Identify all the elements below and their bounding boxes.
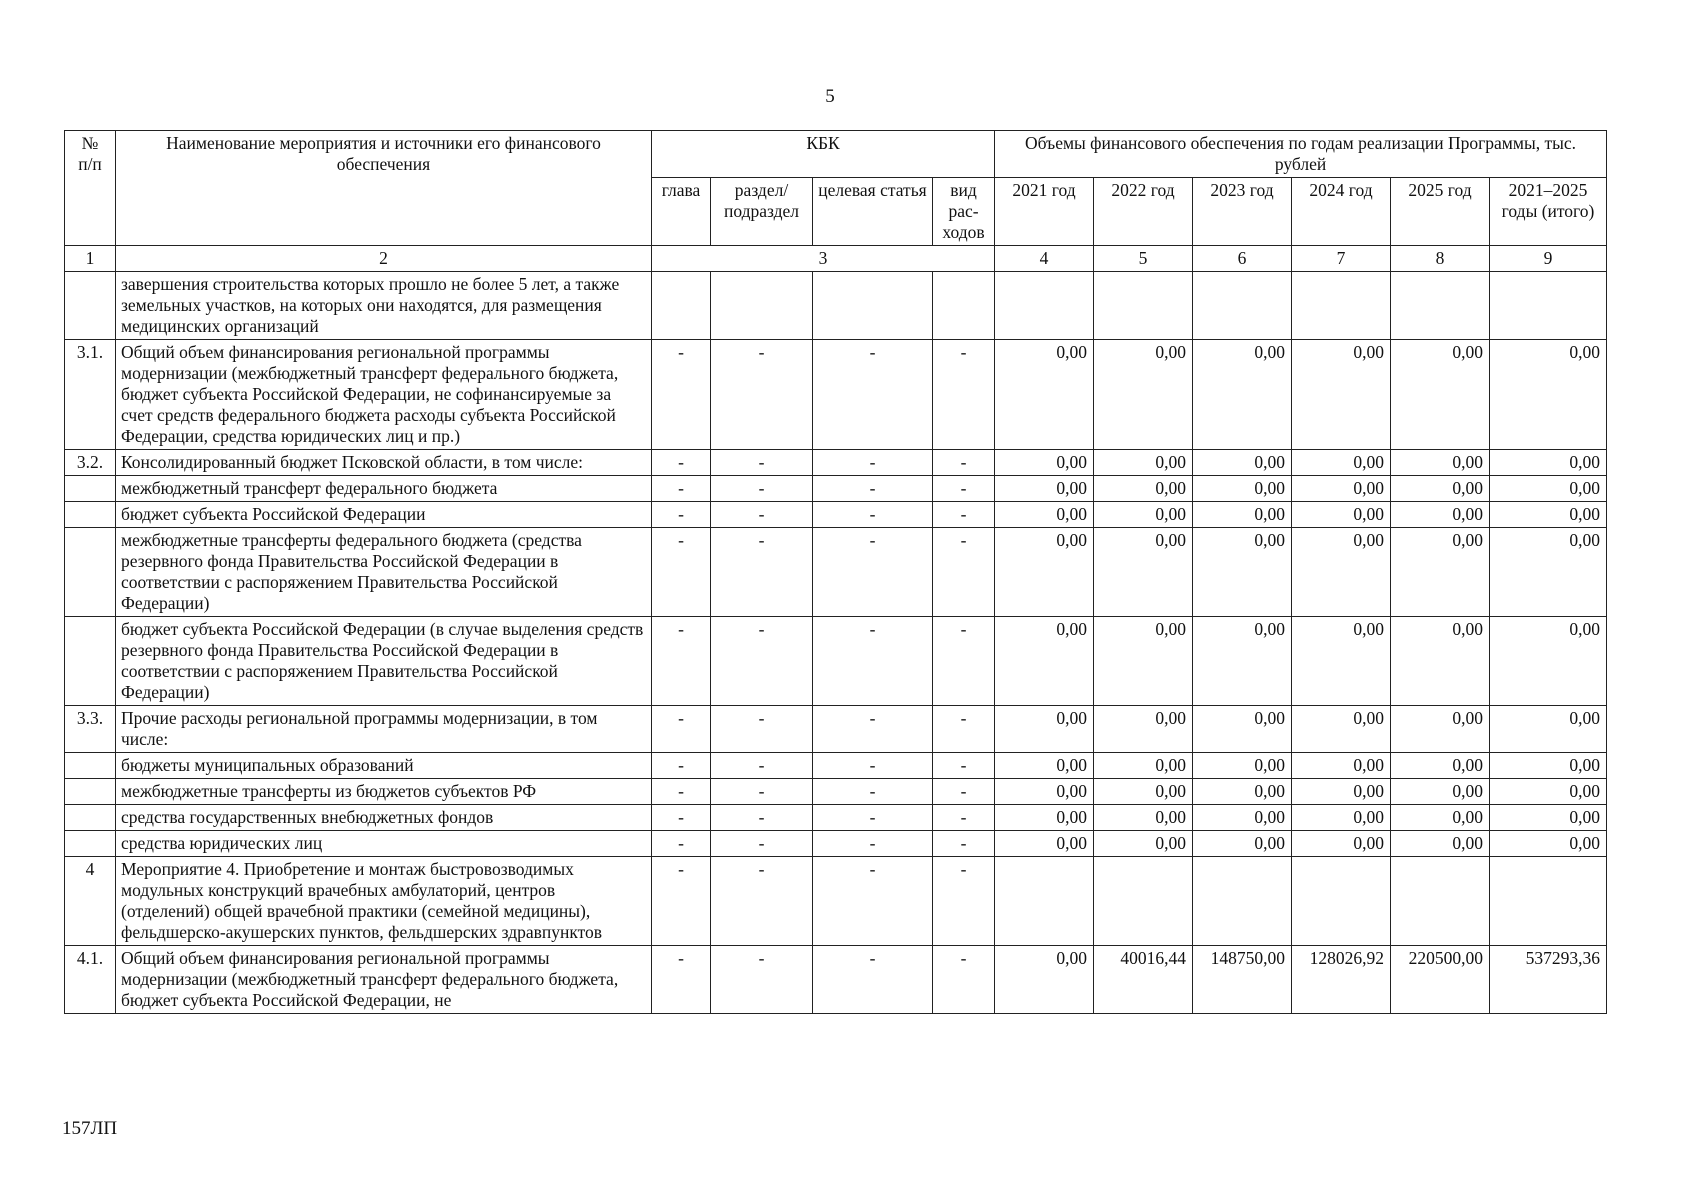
header-2024: 2024 год xyxy=(1292,178,1391,246)
index-8: 8 xyxy=(1391,246,1490,272)
value-cell: 0,00 xyxy=(1193,706,1292,753)
value-cell: 0,00 xyxy=(1193,502,1292,528)
header-name: Наименование мероприятия и источники его финансового обеспечения xyxy=(116,131,652,246)
kbk-cell: - xyxy=(711,857,813,946)
kbk-cell: - xyxy=(933,805,995,831)
value-cell: 0,00 xyxy=(1292,753,1391,779)
table-row xyxy=(65,706,1607,753)
row-name: межбюджетные трансферты федерального бюджета (средства резервного фонда Правительства Российской Федерации в соответствии с распоряжением Правительства Российской Федерации) xyxy=(116,528,652,617)
row-name: межбюджетный трансферт федерального бюджета xyxy=(116,476,652,502)
row-number: 3.3. xyxy=(65,706,116,753)
kbk-cell: - xyxy=(813,502,933,528)
header-2025: 2025 год xyxy=(1391,178,1490,246)
value-cell xyxy=(1094,272,1193,340)
value-cell: 0,00 xyxy=(1094,805,1193,831)
kbk-cell: - xyxy=(933,946,995,1014)
header-2021: 2021 год xyxy=(995,178,1094,246)
row-name: Консолидированный бюджет Псковской области, в том числе: xyxy=(116,450,652,476)
kbk-cell: - xyxy=(652,753,711,779)
value-cell: 220500,00 xyxy=(1391,946,1490,1014)
header-glava: глава xyxy=(652,178,711,246)
row-number: 3.2. xyxy=(65,450,116,476)
value-cell xyxy=(1193,857,1292,946)
row-number xyxy=(65,272,116,340)
kbk-cell: - xyxy=(933,706,995,753)
value-cell: 0,00 xyxy=(1193,528,1292,617)
index-7: 7 xyxy=(1292,246,1391,272)
kbk-cell: - xyxy=(711,528,813,617)
value-cell: 0,00 xyxy=(1490,502,1607,528)
value-cell: 0,00 xyxy=(1094,831,1193,857)
page-number: 5 xyxy=(825,86,835,107)
value-cell xyxy=(1094,857,1193,946)
kbk-cell: - xyxy=(711,617,813,706)
value-cell: 0,00 xyxy=(995,450,1094,476)
value-cell: 0,00 xyxy=(995,476,1094,502)
value-cell xyxy=(1391,857,1490,946)
table-row xyxy=(65,805,1607,831)
value-cell: 0,00 xyxy=(1391,476,1490,502)
header-statya: целевая статья xyxy=(813,178,933,246)
table-row xyxy=(65,857,1607,946)
row-name: бюджеты муниципальных образований xyxy=(116,753,652,779)
kbk-cell: - xyxy=(813,805,933,831)
kbk-cell: - xyxy=(813,753,933,779)
value-cell: 0,00 xyxy=(1490,831,1607,857)
kbk-cell: - xyxy=(933,476,995,502)
value-cell: 0,00 xyxy=(1391,753,1490,779)
value-cell: 0,00 xyxy=(1391,805,1490,831)
value-cell xyxy=(1292,272,1391,340)
kbk-cell: - xyxy=(652,857,711,946)
row-number: 3.1. xyxy=(65,340,116,450)
kbk-cell: - xyxy=(711,805,813,831)
kbk-cell: - xyxy=(711,706,813,753)
value-cell: 0,00 xyxy=(995,805,1094,831)
kbk-cell: - xyxy=(711,779,813,805)
row-number xyxy=(65,502,116,528)
value-cell: 0,00 xyxy=(1193,450,1292,476)
value-cell: 0,00 xyxy=(1094,617,1193,706)
value-cell: 0,00 xyxy=(995,706,1094,753)
kbk-cell: - xyxy=(933,831,995,857)
value-cell: 537293,36 xyxy=(1490,946,1607,1014)
value-cell: 0,00 xyxy=(1490,779,1607,805)
kbk-cell: - xyxy=(652,805,711,831)
value-cell: 0,00 xyxy=(1292,617,1391,706)
row-name: бюджет субъекта Российской Федерации (в случае выделения средств резервного фонда Правительства Российской Федерации в соответствии с распоряжением Правительства Российской Федерации) xyxy=(116,617,652,706)
table-row xyxy=(65,779,1607,805)
value-cell: 0,00 xyxy=(1094,450,1193,476)
kbk-cell: - xyxy=(652,946,711,1014)
value-cell: 0,00 xyxy=(995,502,1094,528)
row-number xyxy=(65,528,116,617)
kbk-cell: - xyxy=(652,779,711,805)
kbk-cell: - xyxy=(933,753,995,779)
value-cell: 0,00 xyxy=(1391,617,1490,706)
kbk-cell: - xyxy=(711,831,813,857)
value-cell: 0,00 xyxy=(1193,617,1292,706)
row-number: 4.1. xyxy=(65,946,116,1014)
header-num: № п/п xyxy=(65,131,116,246)
index-9: 9 xyxy=(1490,246,1607,272)
row-name: бюджет субъекта Российской Федерации xyxy=(116,502,652,528)
kbk-cell: - xyxy=(711,753,813,779)
row-name: завершения строительства которых прошло не более 5 лет, а также земельных участков, на которых они находятся, для размещения медицинских организаций xyxy=(116,272,652,340)
value-cell: 0,00 xyxy=(1094,476,1193,502)
value-cell: 0,00 xyxy=(1490,528,1607,617)
kbk-cell: - xyxy=(933,502,995,528)
header-2022: 2022 год xyxy=(1094,178,1193,246)
kbk-cell: - xyxy=(652,617,711,706)
kbk-cell: - xyxy=(652,476,711,502)
value-cell xyxy=(1292,857,1391,946)
value-cell: 0,00 xyxy=(1490,340,1607,450)
value-cell: 0,00 xyxy=(1490,805,1607,831)
table-row xyxy=(65,476,1607,502)
kbk-cell: - xyxy=(813,617,933,706)
kbk-cell: - xyxy=(813,706,933,753)
value-cell xyxy=(1193,272,1292,340)
table-row xyxy=(65,753,1607,779)
row-number xyxy=(65,805,116,831)
table-row xyxy=(65,272,1607,340)
kbk-cell: - xyxy=(933,617,995,706)
value-cell: 0,00 xyxy=(1490,753,1607,779)
row-number xyxy=(65,831,116,857)
kbk-cell xyxy=(652,272,711,340)
row-name: межбюджетные трансферты из бюджетов субъектов РФ xyxy=(116,779,652,805)
value-cell: 0,00 xyxy=(995,946,1094,1014)
value-cell: 0,00 xyxy=(1094,340,1193,450)
value-cell: 0,00 xyxy=(995,528,1094,617)
value-cell: 0,00 xyxy=(1391,831,1490,857)
kbk-cell xyxy=(813,272,933,340)
row-name: Общий объем финансирования региональной программы модернизации (межбюджетный трансферт федерального бюджета, бюджет субъекта Российской Федерации, не софинансируемые за счет средств федерального бюджета расходы субъекта Российской Федерации, средства юридических лиц и пр.) xyxy=(116,340,652,450)
value-cell: 0,00 xyxy=(1391,450,1490,476)
header-total: 2021–2025 годы (итого) xyxy=(1490,178,1607,246)
kbk-cell: - xyxy=(711,476,813,502)
value-cell xyxy=(995,857,1094,946)
value-cell: 0,00 xyxy=(1292,706,1391,753)
row-name: Мероприятие 4. Приобретение и монтаж быстровозводимых модульных конструкций врачебных амбулаторий, центров (отделений) общей врачебной практики (семейной медицины), фельдшерско-акушерских пунктов, фельдшерских здравпунктов xyxy=(116,857,652,946)
document-code: 157ЛП xyxy=(62,1118,118,1139)
kbk-cell: - xyxy=(652,502,711,528)
row-number xyxy=(65,617,116,706)
value-cell: 0,00 xyxy=(1094,779,1193,805)
value-cell: 40016,44 xyxy=(1094,946,1193,1014)
value-cell: 0,00 xyxy=(1094,502,1193,528)
value-cell: 0,00 xyxy=(1193,779,1292,805)
value-cell: 0,00 xyxy=(1391,502,1490,528)
kbk-cell: - xyxy=(652,831,711,857)
kbk-cell: - xyxy=(652,706,711,753)
kbk-cell: - xyxy=(652,450,711,476)
value-cell: 128026,92 xyxy=(1292,946,1391,1014)
index-4: 4 xyxy=(995,246,1094,272)
value-cell: 0,00 xyxy=(1292,502,1391,528)
row-name: Прочие расходы региональной программы модернизации, в том числе: xyxy=(116,706,652,753)
value-cell xyxy=(1490,857,1607,946)
value-cell: 0,00 xyxy=(1292,340,1391,450)
index-6: 6 xyxy=(1193,246,1292,272)
value-cell: 0,00 xyxy=(1292,476,1391,502)
value-cell: 0,00 xyxy=(1490,476,1607,502)
table-row xyxy=(65,831,1607,857)
value-cell: 0,00 xyxy=(1193,753,1292,779)
table-row xyxy=(65,502,1607,528)
kbk-cell: - xyxy=(933,340,995,450)
kbk-cell: - xyxy=(813,779,933,805)
value-cell: 0,00 xyxy=(1292,779,1391,805)
value-cell: 0,00 xyxy=(995,340,1094,450)
value-cell: 0,00 xyxy=(995,779,1094,805)
kbk-cell: - xyxy=(711,946,813,1014)
row-number xyxy=(65,753,116,779)
row-number xyxy=(65,476,116,502)
kbk-cell: - xyxy=(813,528,933,617)
financing-table-wrap xyxy=(64,130,1607,1014)
value-cell: 0,00 xyxy=(1193,831,1292,857)
kbk-cell: - xyxy=(813,857,933,946)
value-cell: 0,00 xyxy=(1292,805,1391,831)
kbk-cell: - xyxy=(933,450,995,476)
value-cell: 0,00 xyxy=(1193,805,1292,831)
kbk-cell: - xyxy=(933,528,995,617)
header-2023: 2023 год xyxy=(1193,178,1292,246)
kbk-cell: - xyxy=(813,450,933,476)
value-cell: 0,00 xyxy=(1193,476,1292,502)
row-name: средства юридических лиц xyxy=(116,831,652,857)
row-number: 4 xyxy=(65,857,116,946)
value-cell: 0,00 xyxy=(1292,528,1391,617)
header-vid: вид рас-ходов xyxy=(933,178,995,246)
kbk-cell: - xyxy=(711,450,813,476)
row-number xyxy=(65,779,116,805)
table-row xyxy=(65,528,1607,617)
kbk-cell: - xyxy=(813,340,933,450)
table-row xyxy=(65,340,1607,450)
kbk-cell: - xyxy=(652,528,711,617)
value-cell: 0,00 xyxy=(995,753,1094,779)
kbk-cell: - xyxy=(652,340,711,450)
value-cell xyxy=(1391,272,1490,340)
value-cell: 0,00 xyxy=(1391,340,1490,450)
table-body xyxy=(65,272,1607,1014)
value-cell: 0,00 xyxy=(1094,528,1193,617)
kbk-cell: - xyxy=(711,502,813,528)
index-2: 2 xyxy=(116,246,652,272)
value-cell: 0,00 xyxy=(1094,706,1193,753)
value-cell: 0,00 xyxy=(1193,340,1292,450)
value-cell: 0,00 xyxy=(1391,779,1490,805)
value-cell: 0,00 xyxy=(1391,706,1490,753)
kbk-cell xyxy=(711,272,813,340)
value-cell: 0,00 xyxy=(1094,753,1193,779)
row-name: Общий объем финансирования региональной программы модернизации (межбюджетный трансферт федерального бюджета, бюджет субъекта Российской Федерации, не xyxy=(116,946,652,1014)
index-5: 5 xyxy=(1094,246,1193,272)
kbk-cell: - xyxy=(711,340,813,450)
kbk-cell: - xyxy=(933,779,995,805)
header-volumes: Объемы финансового обеспечения по годам реализации Программы, тыс. рублей xyxy=(995,131,1607,178)
value-cell: 0,00 xyxy=(1490,706,1607,753)
value-cell: 0,00 xyxy=(1490,450,1607,476)
value-cell: 0,00 xyxy=(1292,831,1391,857)
value-cell: 0,00 xyxy=(1391,528,1490,617)
value-cell: 0,00 xyxy=(1292,450,1391,476)
value-cell: 0,00 xyxy=(995,617,1094,706)
index-1: 1 xyxy=(65,246,116,272)
value-cell: 148750,00 xyxy=(1193,946,1292,1014)
kbk-cell xyxy=(933,272,995,340)
value-cell xyxy=(995,272,1094,340)
header-kbk: КБК xyxy=(652,131,995,178)
index-3: 3 xyxy=(652,246,995,272)
value-cell xyxy=(1490,272,1607,340)
table-row xyxy=(65,946,1607,1014)
value-cell: 0,00 xyxy=(995,831,1094,857)
table-row xyxy=(65,617,1607,706)
table-row xyxy=(65,450,1607,476)
value-cell: 0,00 xyxy=(1490,617,1607,706)
kbk-cell: - xyxy=(933,857,995,946)
kbk-cell: - xyxy=(813,476,933,502)
kbk-cell: - xyxy=(813,831,933,857)
kbk-cell: - xyxy=(813,946,933,1014)
financing-table xyxy=(64,130,1607,1014)
row-name: средства государственных внебюджетных фондов xyxy=(116,805,652,831)
header-razdel: раздел/ подраздел xyxy=(711,178,813,246)
